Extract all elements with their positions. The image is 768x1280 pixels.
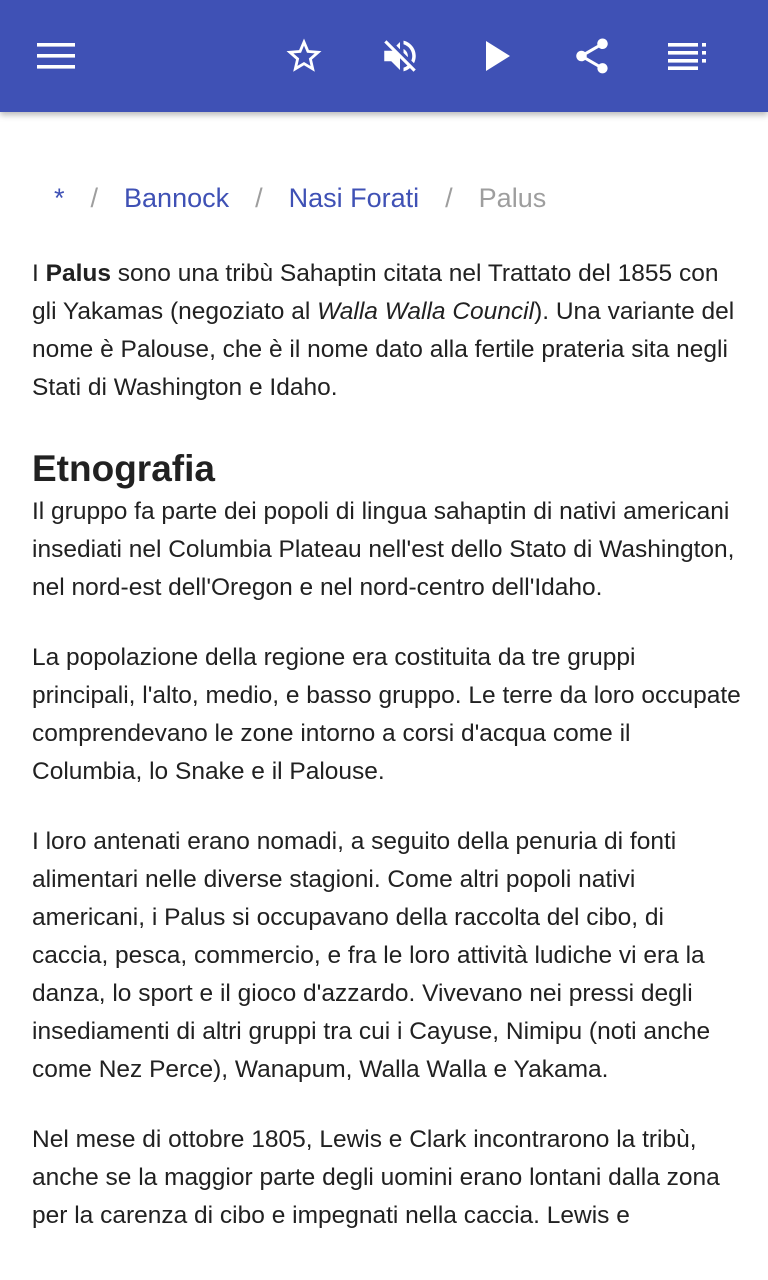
share-button[interactable] bbox=[564, 28, 620, 84]
article-body bbox=[32, 255, 742, 1267]
toc-button[interactable] bbox=[660, 28, 716, 84]
paragraph: I loro antenati erano nomadi, a seguito della penuria di fonti alimentari nelle diverse stagioni. Come altri popoli nativi americani, i Palus si occupavano della raccolta del cibo, di caccia, pesca, commercio, e fra le loro attività ludiche vi era la danza, lo sport e il gioco d'azzardo. Vivevano nei pressi degli insediamenti di altri gruppi tra cui i Cayuse, Nimipu (noti anche come Nez Perce), Wanapum, Walla Walla e Yakama. bbox=[32, 828, 711, 1083]
section-heading: Etnografia bbox=[32, 448, 215, 489]
intro-bold-term: Palus bbox=[45, 260, 111, 287]
breadcrumb-link-bannock[interactable]: Bannock bbox=[124, 182, 230, 213]
paragraph: Nel mese di ottobre 1805, Lewis e Clark incontrarono la tribù, anche se la maggior parte degli uomini erano lontani dalla zona per la carenza di cibo e impegnati nella caccia. Lewis e bbox=[32, 1126, 720, 1229]
breadcrumb-separator: / bbox=[255, 182, 263, 213]
paragraph: Il gruppo fa parte dei popoli di lingua sahaptin di nativi americani insediati nel Columbia Plateau nell'est dello Stato di Washington, nel nord-est dell'Oregon e nel nord-centro dell'Idaho. bbox=[32, 498, 735, 601]
intro-italic-term: Walla Walla Council bbox=[317, 298, 535, 325]
menu-button[interactable] bbox=[28, 28, 84, 84]
play-icon bbox=[483, 39, 513, 73]
menu-icon bbox=[37, 42, 75, 70]
intro-text-3: ). Una variante del nome è Palouse, che è il nome dato alla fertile prateria sita negli Stati di Washington e Idaho. bbox=[32, 298, 735, 401]
share-icon bbox=[571, 35, 613, 77]
app-toolbar bbox=[0, 0, 768, 112]
playlist-icon bbox=[668, 42, 708, 70]
breadcrumb-link-nasi-forati[interactable]: Nasi Forati bbox=[288, 182, 420, 213]
breadcrumb bbox=[54, 178, 546, 218]
intro-text-2: sono una tribù Sahaptin citata nel Trattato del 1855 con gli Yakamas (negoziato al bbox=[32, 260, 719, 325]
play-button[interactable] bbox=[470, 28, 526, 84]
breadcrumb-separator: / bbox=[445, 182, 453, 213]
breadcrumb-current: Palus bbox=[478, 182, 547, 213]
mute-button[interactable] bbox=[372, 28, 428, 84]
breadcrumb-separator: / bbox=[90, 182, 99, 213]
article-content bbox=[0, 112, 768, 1280]
favorite-button[interactable] bbox=[276, 28, 332, 84]
intro-text-1: I bbox=[32, 260, 46, 287]
volume-off-icon bbox=[379, 35, 421, 77]
star-outline-icon bbox=[283, 35, 325, 77]
paragraph: La popolazione della regione era costituita da tre gruppi principali, l'alto, medio, e basso gruppo. Le terre da loro occupate comprendevano le zone intorno a corsi d'acqua come il Columbia, lo Snake e il Palouse. bbox=[32, 644, 741, 785]
breadcrumb-home-link[interactable]: * bbox=[54, 182, 65, 213]
intro-paragraph bbox=[32, 255, 742, 407]
